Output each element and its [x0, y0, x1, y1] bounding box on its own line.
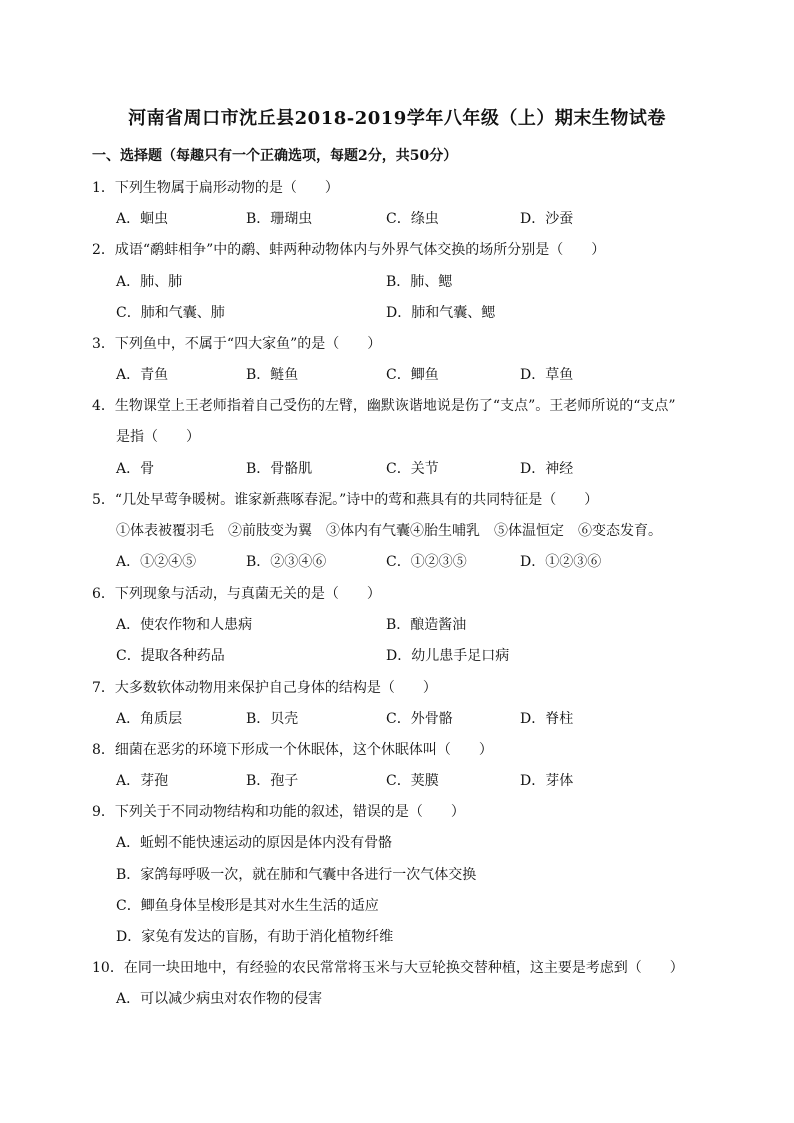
question-8-option-b: B．孢子 [246, 773, 299, 789]
question-10-stem: 10．在同一块田地中，有经验的农民常常将玉米与大豆轮换交替种植，这主要是考虑到（ ） [92, 960, 684, 976]
question-3-option-a: A．青鱼 [116, 367, 169, 383]
question-3-stem: 3．下列鱼中，不属于“四大家鱼”的是（ ） [92, 336, 382, 352]
exam-title: 河南省周口市沈丘县2018-2019学年八年级（上）期末生物试卷 [128, 108, 666, 129]
question-2-option-b: B．肺、鳃 [386, 274, 453, 290]
question-4-stem: 4．生物课堂上王老师指着自己受伤的左臂，幽默诙谐地说是伤了“支点”。王老师所说的“支点” [92, 398, 676, 414]
question-9-option-b: B．家鸽每呼吸一次，就在肺和气囊中各进行一次气体交换 [116, 867, 477, 883]
question-1-option-b: B．珊瑚虫 [246, 211, 313, 227]
question-9-option-d: D．家兔有发达的盲肠，有助于消化植物纤维 [116, 929, 394, 945]
question-8-option-a: A．芽孢 [116, 773, 169, 789]
question-1-stem: 1．下列生物属于扁形动物的是（ ） [92, 180, 339, 196]
question-7-option-d: D．脊柱 [520, 711, 574, 727]
question-4-option-d: D．神经 [520, 461, 574, 477]
question-2-option-a: A．肺、肺 [116, 274, 183, 290]
question-6-option-b: B．酿造酱油 [386, 617, 467, 633]
question-7-stem: 7．大多数软体动物用来保护自己身体的结构是（ ） [92, 680, 437, 696]
question-6-stem: 6．下列现象与活动，与真菌无关的是（ ） [92, 586, 381, 602]
question-5-option-b: B．②③④⑥ [246, 554, 327, 570]
question-2-option-c: C．肺和气囊、肺 [116, 305, 225, 321]
question-5-option-d: D．①②③⑥ [520, 554, 602, 570]
question-9-option-a: A．蚯蚓不能快速运动的原因是体内没有骨骼 [116, 835, 393, 851]
question-5-stem: 5．“几处早莺争暖树。谁家新燕啄春泥。”诗中的莺和燕具有的共同特征是（ ） [92, 492, 599, 508]
question-1-option-c: C．绦虫 [386, 211, 439, 227]
question-1-option-a: A．蛔虫 [116, 211, 169, 227]
question-9-stem: 9．下列关于不同动物结构和功能的叙述，错误的是（ ） [92, 804, 465, 820]
question-8-stem: 8．细菌在恶劣的环境下形成一个休眠体，这个休眠体叫（ ） [92, 742, 493, 758]
question-4-option-a: A．骨 [116, 461, 155, 477]
question-5-option-c: C．①②③⑤ [386, 554, 467, 570]
question-5-option-a: A．①②④⑤ [116, 554, 197, 570]
question-10-option-a: A．可以减少病虫对农作物的侵害 [116, 991, 323, 1007]
question-1-option-d: D．沙蚕 [520, 211, 574, 227]
question-6-option-d: D．幼儿患手足口病 [386, 648, 510, 664]
question-6-option-c: C．提取各种药品 [116, 648, 225, 664]
question-6-option-a: A．使农作物和人患病 [116, 617, 253, 633]
question-8-option-c: C．荚膜 [386, 773, 439, 789]
question-4-option-b: B．骨骼肌 [246, 461, 313, 477]
question-9-option-c: C．鲫鱼身体呈梭形是其对水生生活的适应 [116, 898, 379, 914]
question-7-option-b: B．贝壳 [246, 711, 299, 727]
question-3-option-b: B．鲢鱼 [246, 367, 299, 383]
question-2-option-d: D．肺和气囊、鳃 [386, 305, 496, 321]
question-7-option-a: A．角质层 [116, 711, 183, 727]
question-3-option-d: D．草鱼 [520, 367, 574, 383]
question-3-option-c: C．鲫鱼 [386, 367, 439, 383]
question-2-stem: 2．成语“鹬蚌相争”中的鹬、蚌两种动物体内与外界气体交换的场所分别是（ ） [92, 242, 606, 258]
question-8-option-d: D．芽体 [520, 773, 574, 789]
question-4-stem-continued: 是指（ ） [116, 429, 200, 445]
question-7-option-c: C．外骨骼 [386, 711, 453, 727]
question-5-statements: ①体表被覆羽毛 ②前肢变为翼 ③体内有气囊④胎生哺乳 ⑤体温恒定 ⑥变态发育。 [116, 523, 662, 539]
section-heading: 一、选择题（每趣只有一个正确选项，每题2分，共50分） [92, 148, 458, 164]
question-4-option-c: C．关节 [386, 461, 439, 477]
